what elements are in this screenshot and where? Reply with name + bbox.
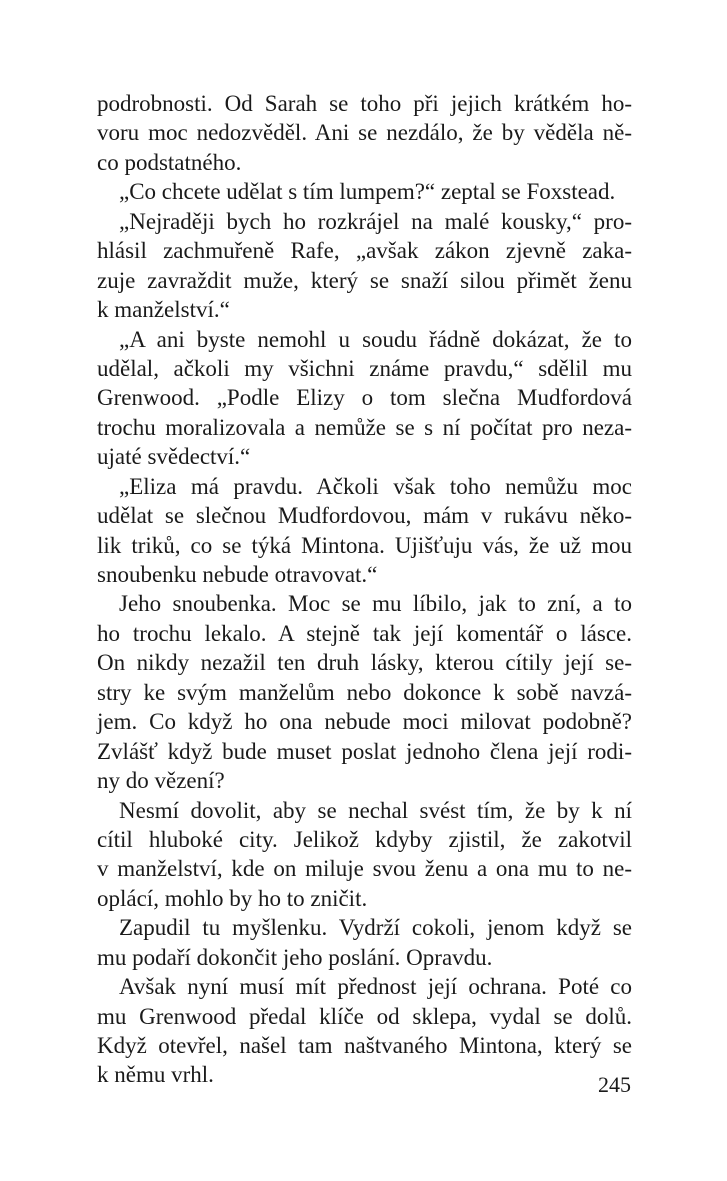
text-line: ujaté svědectví.“ bbox=[97, 444, 251, 470]
paragraph bbox=[97, 207, 632, 325]
text-line: trochu moralizovala a nemůže se s ní počítat pro neza- bbox=[97, 414, 632, 440]
text-line: lik triků, co se týká Mintona. Ujišťuju vás, že už mou bbox=[97, 532, 632, 558]
text-line: hlásil zachmuřeně Rafe, „avšak zákon zjevně zaka- bbox=[97, 238, 632, 264]
text-line: oplácí, mohlo by ho to zničit. bbox=[97, 885, 368, 911]
paragraph bbox=[97, 325, 632, 472]
paragraph bbox=[97, 589, 632, 795]
text-line: ho trochu lekalo. A stejně tak její komentář o lásce. bbox=[97, 620, 632, 646]
paragraph bbox=[97, 972, 632, 1090]
body-text bbox=[97, 89, 632, 1090]
text-line: stry ke svým manželům nebo dokonce k sobě navzá- bbox=[97, 679, 632, 705]
text-line: Zvlášť když bude muset poslat jednoho člena její rodi- bbox=[97, 738, 632, 764]
text-line: Když otevřel, našel tam naštvaného Mintona, který se bbox=[97, 1033, 632, 1058]
text-line: k manželství.“ bbox=[97, 297, 230, 323]
text-line: voru moc nedozvěděl. Ani se nezdálo, že by věděla ně- bbox=[97, 120, 632, 146]
text-line: mu podaří dokončit jeho poslání. Opravdu. bbox=[97, 944, 493, 970]
text-line: Zapudil tu myšlenku. Vydrží cokoli, jenom když se bbox=[119, 915, 632, 941]
text-line: udělat se slečnou Mudfordovou, mám v rukávu něko- bbox=[97, 503, 632, 529]
page-number: 245 bbox=[598, 1072, 631, 1097]
text-line: „Nejraději bych ho rozkrájel na malé kousky,“ pro- bbox=[119, 208, 632, 234]
text-line: v manželství, kde on miluje svou ženu a ona mu to ne- bbox=[97, 856, 632, 882]
text-line: jem. Co když ho ona nebude moci milovat podobně? bbox=[97, 709, 632, 735]
text-line: k němu vrhl. bbox=[97, 1062, 214, 1088]
paragraph bbox=[97, 796, 632, 914]
paragraph bbox=[97, 913, 632, 972]
text-line: zuje zavraždit muže, který se snaží silou přimět ženu bbox=[97, 267, 632, 293]
text-line: Nesmí dovolit, aby se nechal svést tím, že by k ní bbox=[119, 797, 632, 823]
text-line: „A ani byste nemohl u soudu řádně dokázat, že to bbox=[119, 326, 632, 352]
text-line: udělal, ačkoli my všichni známe pravdu,“ sdělil mu bbox=[97, 355, 632, 381]
text-line: Grenwood. „Podle Elizy o tom slečna Mudfordová bbox=[97, 385, 632, 411]
paragraph bbox=[97, 177, 632, 206]
paragraph bbox=[97, 472, 632, 590]
text-line: „Co chcete udělat s tím lumpem?“ zeptal se Foxstead. bbox=[119, 179, 616, 205]
text-line: Jeho snoubenka. Moc se mu líbilo, jak to zní, a to bbox=[119, 591, 632, 617]
text-line: cítil hluboké city. Jelikož kdyby zjistil, že zakotvil bbox=[97, 826, 632, 852]
text-line: snoubenku nebude otravovat.“ bbox=[97, 562, 378, 587]
text-line: mu Grenwood předal klíče od sklepa, vydal se dolů. bbox=[97, 1003, 632, 1029]
text-line: podrobnosti. Od Sarah se toho při jejich krátkém ho- bbox=[97, 91, 632, 116]
text-line: ny do vězení? bbox=[97, 768, 225, 794]
text-line: Avšak nyní musí mít přednost její ochrana. Poté co bbox=[119, 974, 632, 1000]
paragraph bbox=[97, 89, 632, 177]
text-line: „Eliza má pravdu. Ačkoli však toho nemůžu moc bbox=[119, 473, 632, 499]
text-line: On nikdy nezažil ten druh lásky, kterou cítily její se- bbox=[97, 650, 632, 676]
text-line: co podstatného. bbox=[97, 149, 242, 175]
